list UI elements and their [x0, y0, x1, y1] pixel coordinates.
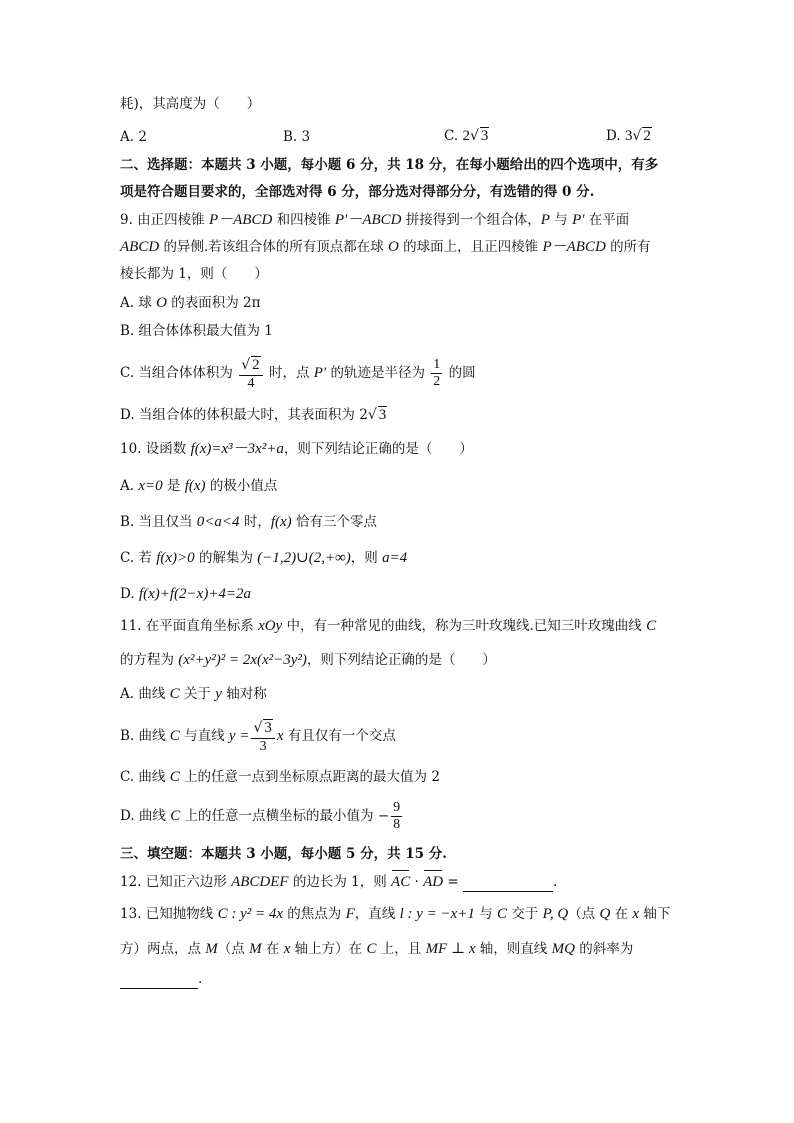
vector-ad: AD	[423, 874, 444, 890]
q8-d-radicand: 2	[643, 128, 651, 144]
q12-stem	[120, 872, 557, 892]
q8-c-radicand: 3	[480, 128, 489, 144]
math: P′	[313, 365, 327, 381]
math: f(x)	[184, 478, 206, 494]
math: P, Q	[542, 906, 569, 922]
math: a=4	[382, 550, 408, 566]
q10-stem	[120, 439, 473, 459]
text: D. 曲线	[120, 808, 171, 824]
math: y =	[228, 728, 250, 744]
numerator: 3	[264, 720, 272, 737]
math: C	[170, 808, 181, 824]
text: 上的任意一点横坐标的最小值为 −	[180, 808, 390, 824]
text: ，则	[350, 550, 383, 566]
text: 的斜率为	[574, 941, 634, 957]
q9-stem-line3: 棱长都为 1，则（ ）	[120, 266, 268, 282]
math: O	[156, 295, 167, 311]
text: 时，	[239, 514, 271, 530]
text: D.	[120, 586, 139, 602]
radicand: 3	[378, 407, 387, 423]
math: xOy	[258, 618, 283, 634]
q8-option-c	[444, 126, 489, 146]
q9-stem-line1	[120, 210, 629, 230]
text: （点	[568, 906, 600, 922]
text: 恰有三个零点	[291, 514, 377, 530]
math: P－ABCD	[542, 239, 606, 255]
q9-stem-line2	[120, 237, 651, 257]
text: 的解集为	[194, 550, 258, 566]
text: C. 曲线	[120, 769, 170, 785]
numerator: 2	[252, 357, 260, 374]
text: 上，且	[376, 941, 426, 957]
math: O	[388, 239, 399, 255]
q8-option-b: B. 3	[283, 129, 311, 145]
text: 11. 在平面直角坐标系	[120, 618, 259, 634]
equals: =	[443, 874, 463, 890]
math: C	[646, 618, 657, 634]
denominator: 3	[259, 738, 267, 754]
section3-heading: 三、填空题：本题共 3 小题，每小题 5 分，共 15 分.	[120, 846, 447, 862]
text: 的极小值点	[205, 478, 278, 494]
math: P	[540, 212, 550, 228]
answer-blank[interactable]	[463, 891, 553, 892]
q9-option-d	[120, 405, 387, 425]
math: C	[169, 686, 180, 702]
q8-option-a: A. 2	[120, 129, 147, 145]
math: y	[215, 686, 222, 702]
q10-option-a	[120, 476, 277, 496]
text: A.	[120, 478, 139, 494]
q10-option-b	[120, 512, 377, 532]
text: 的表面积为 2π	[166, 295, 261, 311]
denominator: 4	[247, 375, 255, 391]
math: ABCD	[120, 239, 160, 255]
text: C. 当组合体体积为	[120, 365, 238, 381]
q9-option-a	[120, 293, 261, 313]
text: 的方程为	[120, 652, 179, 668]
q8-option-d	[606, 126, 652, 146]
denominator: 8	[393, 817, 401, 832]
text: 在	[610, 906, 633, 922]
math: C	[169, 728, 180, 744]
text: 轴上方）在	[290, 941, 367, 957]
math: P′－ABCD	[334, 212, 402, 228]
q8-stem-tail: 耗)，其高度为（ ）	[120, 96, 261, 112]
math: 0<a<4	[196, 514, 240, 530]
text: 13. 已知抛物线	[120, 906, 218, 922]
text: 在	[261, 941, 284, 957]
math: MF ⊥ x	[425, 941, 476, 957]
sqrt-symbol: √	[469, 128, 479, 144]
fraction	[431, 358, 442, 389]
text: 的边长为 1，则	[288, 874, 392, 890]
text: 交于	[507, 906, 543, 922]
q11-option-a	[120, 684, 267, 704]
sqrt-symbol: √	[367, 407, 377, 423]
math: x	[283, 941, 291, 957]
text: ，则下列结论正确的是（ ）	[283, 441, 473, 457]
math: x=0	[138, 478, 163, 494]
text: 与	[474, 906, 498, 922]
text: A. 曲线	[120, 686, 170, 702]
text: B. 当且仅当	[120, 514, 197, 530]
q8-option-d-label: D.	[606, 128, 625, 144]
q11-stem-line1	[120, 616, 656, 636]
text: 的轨迹是半径为	[326, 365, 430, 381]
text: 是	[162, 478, 185, 494]
math: P－ABCD	[208, 212, 273, 228]
text: 中，有一种常见的曲线，称为三叶玫瑰线.已知三叶玫瑰曲线	[282, 618, 647, 634]
fraction: $\frac{√ 3}{3}$	[251, 719, 274, 754]
text: 拼接得到一个组合体，	[401, 212, 541, 228]
text: 轴对称	[221, 686, 267, 702]
q13-answer-line	[120, 969, 202, 989]
denominator: 2	[433, 374, 441, 389]
math: x	[632, 906, 640, 922]
q10-option-c	[120, 548, 407, 568]
math: f(x)>0	[156, 550, 195, 566]
math: f(x)	[270, 514, 292, 530]
math: M	[249, 941, 262, 957]
math: P′	[572, 212, 585, 228]
q8-c-coef: 2	[462, 128, 470, 144]
text: 轴下	[639, 906, 671, 922]
math: Q	[599, 906, 611, 922]
q11-option-b	[120, 716, 396, 756]
dot-operator: ·	[410, 874, 424, 890]
text: C. 若	[120, 550, 157, 566]
text: 时，点	[264, 365, 314, 381]
numerator: 1	[433, 357, 441, 372]
numerator: 9	[393, 800, 401, 815]
math: f(x)+f(2−x)+4=2a	[138, 586, 252, 602]
text: B. 曲线	[120, 728, 170, 744]
text: .	[552, 874, 558, 890]
q8-d-coef: 3	[624, 128, 633, 144]
fraction	[391, 801, 402, 832]
math: C	[497, 906, 508, 922]
sqrt-symbol: √	[632, 128, 642, 144]
text: 的圆	[444, 365, 476, 381]
math: C	[169, 769, 180, 785]
q13-stem-line1	[120, 904, 670, 924]
text: 9. 由正四棱锥	[120, 212, 209, 228]
section2-heading-line2: 项是符合题目要求的，全部选对得 6 分，部分选对得部分分，有选错的得 0 分.	[120, 184, 595, 200]
math: l : y = −x+1	[399, 906, 475, 922]
text: A. 球	[120, 295, 157, 311]
fraction: $\frac{√ 2}{4}$	[239, 356, 262, 391]
math: MQ	[551, 941, 575, 957]
text: 的焦点为	[283, 906, 346, 922]
text: 方）两点，点	[120, 941, 206, 957]
text: 10. 设函数	[120, 441, 191, 457]
text: 12. 已知正六边形	[120, 874, 232, 890]
section2-heading-line1: 二、选择题：本题共 3 小题，每小题 6 分，共 18 分，在每小题给出的四个选项中，有多	[120, 157, 659, 173]
q9-option-b: B. 组合体体积最大值为 1	[120, 323, 273, 339]
q10-option-d	[120, 584, 251, 604]
text: ，直线	[354, 906, 400, 922]
q11-stem-line2	[120, 650, 496, 670]
q11-option-c	[120, 767, 440, 787]
q9-option-c	[120, 353, 476, 393]
math: ABCDEF	[231, 874, 289, 890]
text: 在平面	[584, 212, 630, 228]
text: 有且仅有一个交点	[283, 728, 396, 744]
math: C	[366, 941, 377, 957]
math: M	[205, 941, 218, 957]
math: (x²+y²)² = 2x(x²−3y²)	[178, 652, 307, 668]
text: 与直线	[179, 728, 229, 744]
answer-blank[interactable]	[120, 988, 198, 989]
q13-stem-line2	[120, 939, 633, 959]
text: 和四棱锥	[272, 212, 335, 228]
q8-option-c-label: C.	[444, 128, 463, 144]
text: （点	[217, 941, 250, 957]
math: f(x)=x³－3x²+a	[190, 441, 284, 457]
text: 的球面上，且正四棱锥	[398, 239, 543, 255]
text: ，则下列结论正确的是（ ）	[306, 652, 496, 668]
text: .	[198, 971, 203, 987]
math: (−1,2)∪(2,+∞)	[257, 550, 351, 566]
text: 关于	[179, 686, 216, 702]
vector-ac: AC	[391, 874, 411, 890]
math: F	[345, 906, 355, 922]
math: C : y² = 4x	[217, 906, 283, 922]
text: 轴，则直线	[475, 941, 552, 957]
text: 的所有	[605, 239, 651, 255]
q11-option-d	[120, 796, 404, 836]
text: 上的任意一点到坐标原点距离的最大值为 2	[179, 769, 440, 785]
text: D. 当组合体的体积最大时，其表面积为 2	[120, 407, 368, 423]
text: 与	[549, 212, 573, 228]
text: 的异侧.若该组合体的所有顶点都在球	[159, 239, 389, 255]
math: x	[276, 728, 284, 744]
